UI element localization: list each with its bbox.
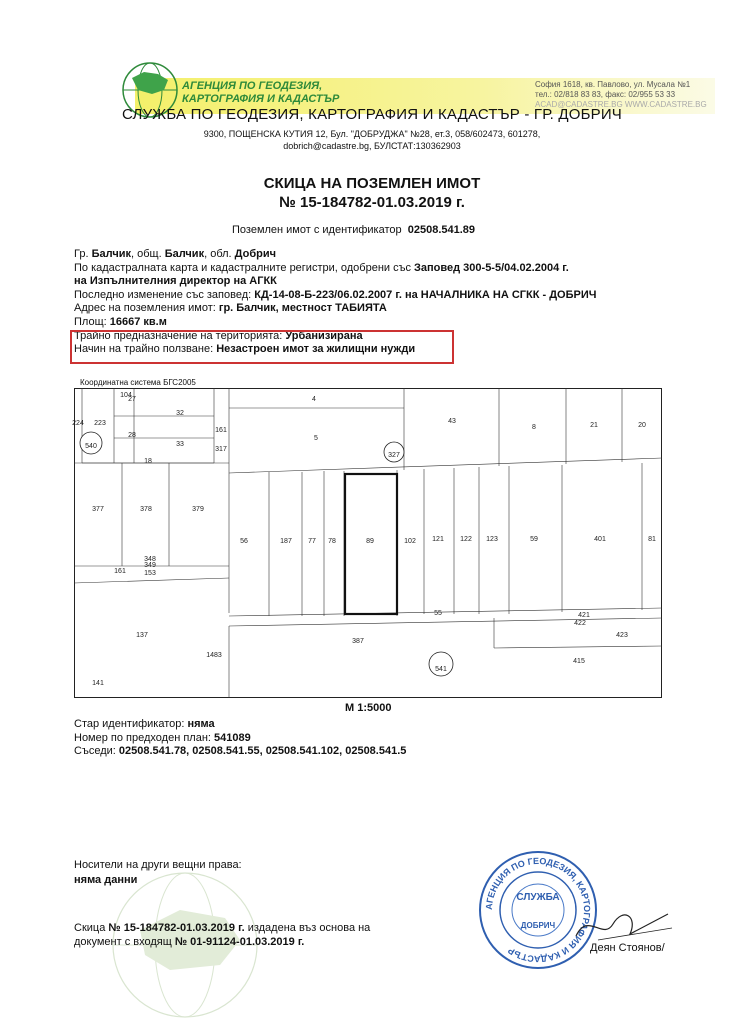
highlight-box — [70, 330, 454, 364]
parcel-label-224: 224 — [72, 420, 84, 427]
parcel-label-161: 161 — [114, 568, 126, 575]
parcel-label-43: 43 — [448, 418, 456, 425]
parcel-label-327: 327 — [388, 452, 400, 459]
stamp-ring-text: АГЕНЦИЯ ПО ГЕОДЕЗИЯ, КАРТОГРАФИЯ И КАДАСТЪР — [483, 855, 593, 965]
parcel-label-104: 104 — [120, 392, 132, 399]
parcel-label-423: 423 — [616, 632, 628, 639]
parcel-label-5: 5 — [314, 435, 318, 442]
parcel-label-89: 89 — [366, 538, 374, 545]
agency-contact: София 1618, кв. Павлово, ул. Мусала №1 тел.: 02/818 83 83, факс: 02/955 53 33 ACAD@CADASTRE.BG WWW.CADASTRE.BG — [535, 80, 707, 109]
parcel-label-81: 81 — [648, 536, 656, 543]
parcel-label-27: 27 — [128, 396, 136, 403]
signature-icon — [568, 906, 678, 946]
other-rights: Носители на други вещни права: няма данни — [74, 859, 242, 886]
parcel-label-317: 317 — [215, 446, 227, 453]
last-change-line: Последно изменение със заповед: КД-14-08-Б-223/06.02.2007 г. на НАЧАЛНИКА НА СГКК - ДОБРИЧ — [74, 288, 597, 301]
parcel-label-18: 18 — [144, 458, 152, 465]
parcel-label-153: 153 — [144, 570, 156, 577]
parcel-label-378: 378 — [140, 506, 152, 513]
parcel-label-141: 141 — [92, 680, 104, 687]
neighbors-line: Съседи: 02508.541.78, 02508.541.55, 02508.541.102, 02508.541.5 — [74, 745, 407, 758]
parcel-label-1483: 1483 — [206, 652, 222, 659]
parcel-identifier: Поземлен имот с идентификатор 02508.541.89 — [232, 224, 476, 236]
approval-by-line: на Изпълнителния директор на АГКК — [74, 275, 277, 288]
parcel-label-78: 78 — [328, 538, 336, 545]
parcel-label-33: 33 — [176, 441, 184, 448]
parcel-label-349: 349 — [144, 562, 156, 569]
area-line: Площ: 16667 кв.м — [74, 315, 167, 328]
service-address: 9300, ПОЩЕНСКА КУТИЯ 12, Бул. "ДОБРУДЖА" №28, ет.3, 058/602473, 601278, dobrich@cadastre.bg, БУЛСТАТ:130362903 — [203, 129, 541, 151]
parcel-label-401: 401 — [594, 536, 606, 543]
cadastral-map — [74, 388, 662, 698]
address-line: Адрес на поземления имот: гр. Балчик, местност ТАБИЯТА — [74, 302, 387, 315]
parcel-label-56: 56 — [240, 538, 248, 545]
parcel-label-32: 32 — [176, 410, 184, 417]
parcel-label-187: 187 — [280, 538, 292, 545]
purpose-line: Трайно предназначение на територията: Урбанизирана — [74, 329, 363, 342]
approval-line: По кадастралната карта и кадастралните регистри, одобрени със Заповед 300-5-5/04.02.2004 г. — [74, 261, 569, 274]
agency-name: АГЕНЦИЯ ПО ГЕОДЕЗИЯ, КАРТОГРАФИЯ И КАДАСТЪР — [182, 80, 340, 105]
coordinate-system: Координатна система БГС2005 — [80, 378, 196, 387]
stamp-center-1: СЛУЖБА — [516, 892, 560, 903]
location-line: Гр. Балчик, общ. Балчик, обл. Добрич — [74, 248, 277, 260]
parcel-label-387: 387 — [352, 638, 364, 645]
parcel-extra-info — [74, 718, 406, 759]
parcel-label-415: 415 — [573, 658, 585, 665]
parcel-label-540: 540 — [85, 443, 97, 450]
parcel-label-21: 21 — [590, 422, 598, 429]
service-name: СЛУЖБА ПО ГЕОДЕЗИЯ, КАРТОГРАФИЯ И КАДАСТЪР - ГР. ДОБРИЧ — [121, 106, 623, 123]
parcel-label-377: 377 — [92, 506, 104, 513]
stamp-center-2: ДОБРИЧ — [520, 921, 556, 930]
parcel-label-77: 77 — [308, 538, 316, 545]
parcel-label-102: 102 — [404, 538, 416, 545]
map-scale: М 1:5000 — [345, 702, 392, 714]
parcel-label-4: 4 — [312, 396, 316, 403]
parcel-label-122: 122 — [460, 536, 472, 543]
prev-plan-line: Номер по предходен план: 541089 — [74, 731, 251, 744]
parcel-label-137: 137 — [136, 632, 148, 639]
parcel-label-421: 421 — [578, 612, 590, 619]
usage-line: Начин на трайно ползване: Незастроен имот за жилищни нужди — [74, 343, 416, 356]
parcel-label-121: 121 — [432, 536, 444, 543]
document-title: СКИЦА НА ПОЗЕМЛЕН ИМОТ № 15-184782-01.03.2019 г. — [263, 175, 481, 211]
parcel-label-59: 59 — [530, 536, 538, 543]
sketch-issuance: Скица № 15-184782-01.03.2019 г. издадена въз основа на документ с входящ № 01-91124-01.03.2019 г. — [74, 922, 371, 948]
parcel-label-123: 123 — [486, 536, 498, 543]
parcel-label-223: 223 — [94, 420, 106, 427]
old-id-line: Стар идентификатор: няма — [74, 718, 215, 730]
parcel-label-161: 161 — [215, 427, 227, 434]
parcel-label-28: 28 — [128, 432, 136, 439]
parcel-label-20: 20 — [638, 422, 646, 429]
parcel-label-541: 541 — [435, 666, 447, 673]
parcel-label-379: 379 — [192, 506, 204, 513]
parcel-label-348: 348 — [144, 556, 156, 563]
parcel-label-55: 55 — [434, 610, 442, 617]
parcel-label-8: 8 — [532, 424, 536, 431]
signer-name: Деян Стоянов/ — [590, 942, 665, 954]
parcel-label-422: 422 — [574, 620, 586, 627]
